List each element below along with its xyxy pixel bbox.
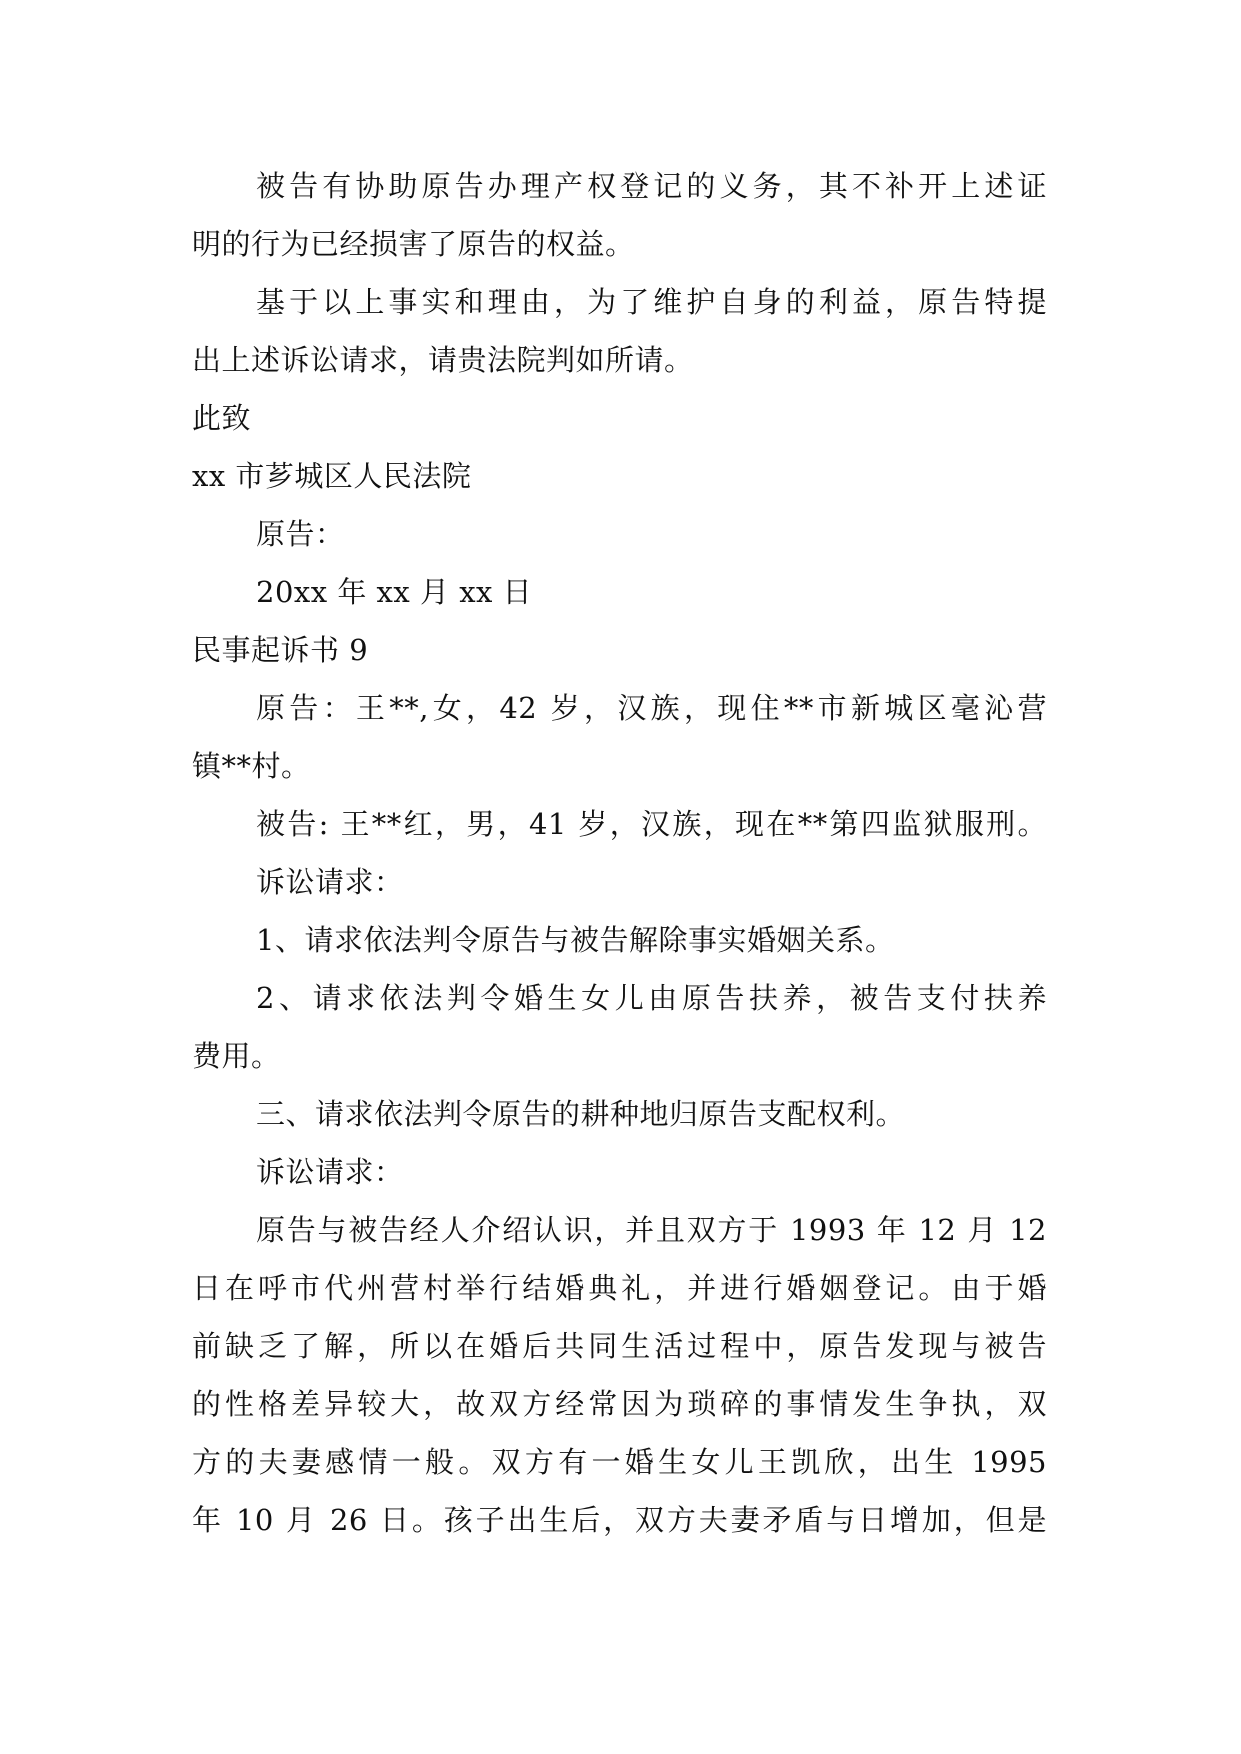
paragraph-line: 前缺乏了解，所以在婚后共同生活过程中，原告发现与被告 [192, 1329, 1047, 1363]
section-title: 民事起诉书 9 [192, 633, 369, 667]
paragraph-line: 被告有协助原告办理产权登记的义务，其不补开上述证 [256, 169, 1047, 203]
date-line: 20xx 年 xx 月 xx 日 [256, 575, 533, 609]
claim-item: 三、请求依法判令原告的耕种地归原告支配权利。 [256, 1097, 906, 1131]
claims-heading: 诉讼请求： [256, 1155, 404, 1189]
defendant-info: 被告: 王**红，男，41 岁，汉族，现在**第四监狱服刑。 [256, 807, 1047, 841]
paragraph-line: 镇**村。 [192, 749, 311, 783]
paragraph-line: 出上述诉讼请求，请贵法院判如所请。 [192, 343, 694, 377]
paragraph-line: 方的夫妻感情一般。双方有一婚生女儿王凯欣，出生 1995 [192, 1445, 1047, 1479]
court-name: xx 市芗城区人民法院 [192, 459, 472, 493]
plaintiff-signature-label: 原告： [256, 517, 345, 551]
claim-item: 1、请求依法判令原告与被告解除事实婚姻关系。 [256, 923, 895, 957]
paragraph-line: 费用。 [192, 1039, 281, 1073]
paragraph-line: 明的行为已经损害了原告的权益。 [192, 227, 635, 261]
claims-heading: 诉讼请求： [256, 865, 404, 899]
paragraph-line: 日在呼市代州营村举行结婚典礼，并进行婚姻登记。由于婚 [192, 1271, 1047, 1305]
plaintiff-info: 原告：王**,女，42 岁，汉族，现住**市新城区毫沁营 [256, 691, 1047, 725]
paragraph-line: 原告与被告经人介绍认识，并且双方于 1993 年 12 月 12 [256, 1213, 1047, 1247]
claim-item: 2、请求依法判令婚生女儿由原告扶养，被告支付扶养 [256, 981, 1047, 1015]
paragraph-line: 的性格差异较大，故双方经常因为琐碎的事情发生争执，双 [192, 1387, 1047, 1421]
paragraph-line: 年 10 月 26 日。孩子出生后，双方夫妻矛盾与日增加，但是 [192, 1503, 1047, 1537]
paragraph-line: 基于以上事实和理由，为了维护自身的利益，原告特提 [256, 285, 1047, 319]
salutation: 此致 [192, 401, 252, 435]
